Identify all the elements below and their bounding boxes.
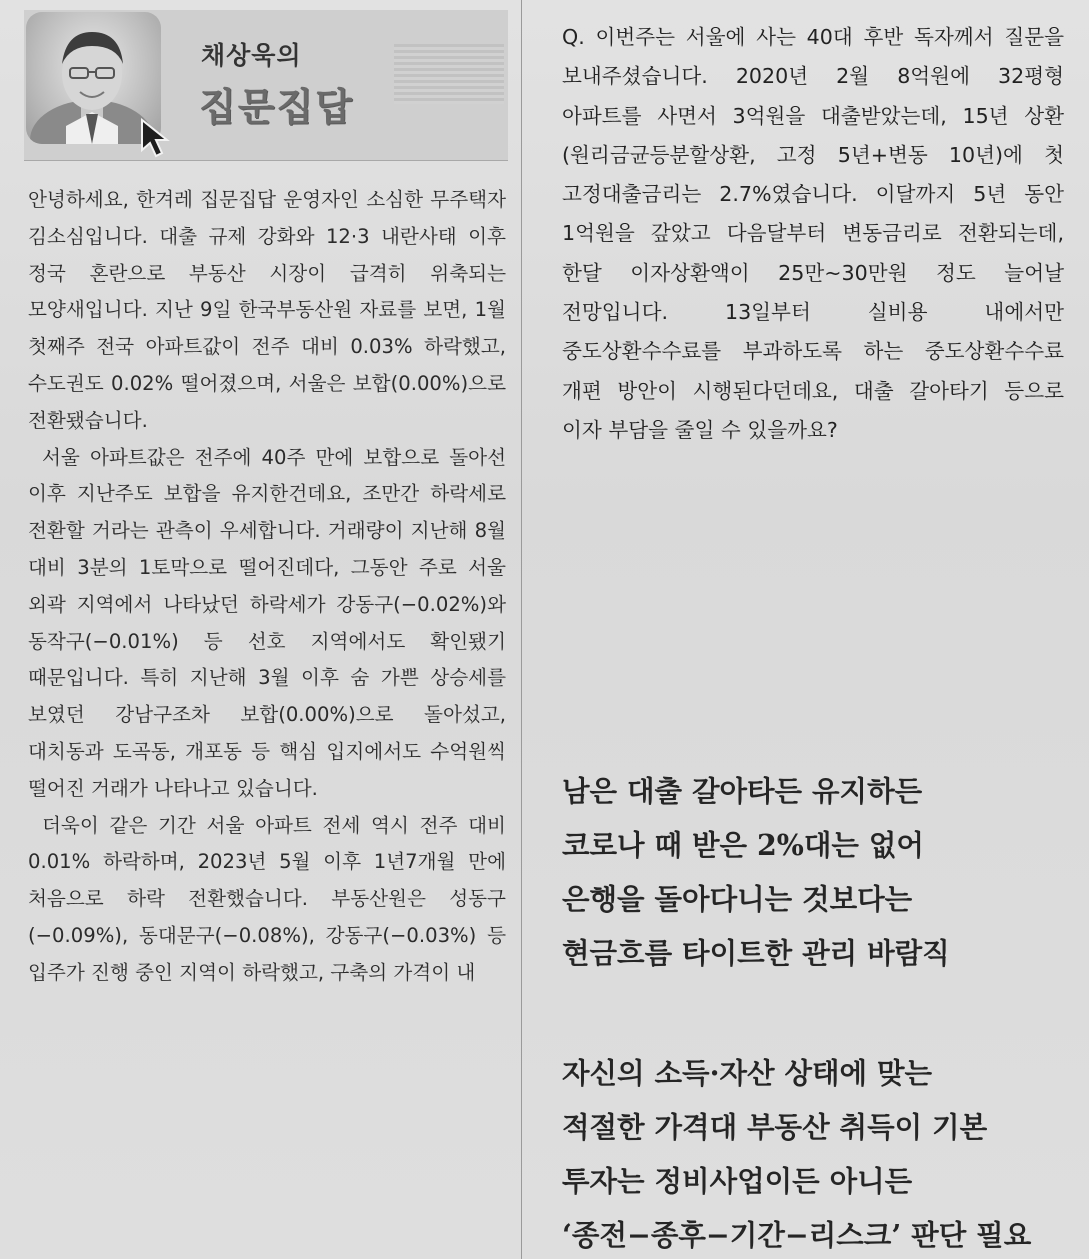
column-divider: [521, 0, 522, 1259]
paragraph-3: 더욱이 같은 기간 서울 아파트 전세 역시 전주 대비 0.01% 하락하며, 2023년 5월 이후 1년7개월 만에 처음으로 하락 전환했습니다. 부동산원은 성동구(−0.09%), 동대문구(−0.08%), 강동구(−0.03%) 등 입주가 진행 중인 지역이 하락했고, 구축의 가격이 내: [28, 813, 506, 984]
pull-quote-1-line-2: 코로나 때 받은 2%대는 없어: [562, 828, 924, 862]
column-title: 집문집답: [199, 85, 354, 129]
pull-quote-1-line-3: 은행을 돌아다니는 것보다는: [562, 882, 913, 916]
article-body-left: [28, 182, 506, 992]
reader-question: [562, 18, 1064, 450]
pull-quote-1: [562, 764, 1072, 980]
pull-quote-2-line-4: ‘종전−종후−기간−리스크’ 판단 필요: [562, 1218, 1032, 1252]
column-header: [24, 10, 508, 161]
paragraph-1: 안녕하세요, 한겨레 집문집답 운영자인 소심한 무주택자 김소심입니다. 대출 규제 강화와 12·3 내란사태 이후 정국 혼란으로 부동산 시장이 급격히 위축되는 모양새입니다. 지난 9일 한국부동산원 자료를 보면, 1월 첫째주 전국 아파트값이 전주 대비 0.03% 하락했고, 수도권도 0.02% 떨어졌으며, 서울은 보합(0.00%)으로 전환됐습니다.: [28, 188, 506, 432]
pull-quote-2: [562, 1046, 1072, 1259]
paragraph-2: 서울 아파트값은 전주에 40주 만에 보합으로 돌아선 이후 지난주도 보합을 유지한건데요, 조만간 하락세로 전환할 거라는 관측이 우세합니다. 거래량이 지난해 8월 대비 3분의 1토막으로 떨어진데다, 그동안 주로 서울 외곽 지역에서 나타났던 하락세가 강동구(−0.02%)와 동작구(−0.01%) 등 선호 지역에서도 확인됐기 때문입니다. 특히 지난해 3월 이후 숨 가쁜 상승세를 보였던 강남구조차 보합(0.00%)으로 돌아섰고, 대치동과 도곡동, 개포동 등 핵심 입지에서도 수억원씩 떨어진 거래가 나타나고 있습니다.: [28, 445, 506, 800]
pull-quote-1-line-1: 남은 대출 갈아타든 유지하든: [562, 774, 923, 808]
pull-quote-2-line-2: 적절한 가격대 부동산 취득이 기본: [562, 1110, 988, 1144]
header-decoration: [394, 44, 504, 104]
pull-quote-2-line-3: 투자는 정비사업이든 아니든: [562, 1164, 913, 1198]
pull-quote-2-line-1: 자신의 소득·자산 상태에 맞는: [562, 1056, 933, 1090]
question-text: Q. 이번주는 서울에 사는 40대 후반 독자께서 질문을 보내주셨습니다. 2020년 2월 8억원에 32평형 아파트를 사면서 3억원을 대출받았는데, 15년 상환(원리금균등분할상환, 고정 5년+변동 10년)에 첫 고정대출금리는 2.7%였습니다. 이달까지 5년 동안 1억원을 갚았고 다음달부터 변동금리로 전환되는데, 한달 이자상환액이 25만~30만원 정도 늘어날 전망입니다. 13일부터 실비용 내에서만 중도상환수수료를 부과하도록 하는 중도상환수수료 개편 방안이 시행된다던데요, 대출 갈아타기 등으로 이자 부담을 줄일 수 있을까요?: [562, 25, 1064, 442]
pull-quote-1-line-4: 현금흐름 타이트한 관리 바람직: [562, 936, 950, 970]
author-name: 채상욱의: [201, 41, 302, 70]
